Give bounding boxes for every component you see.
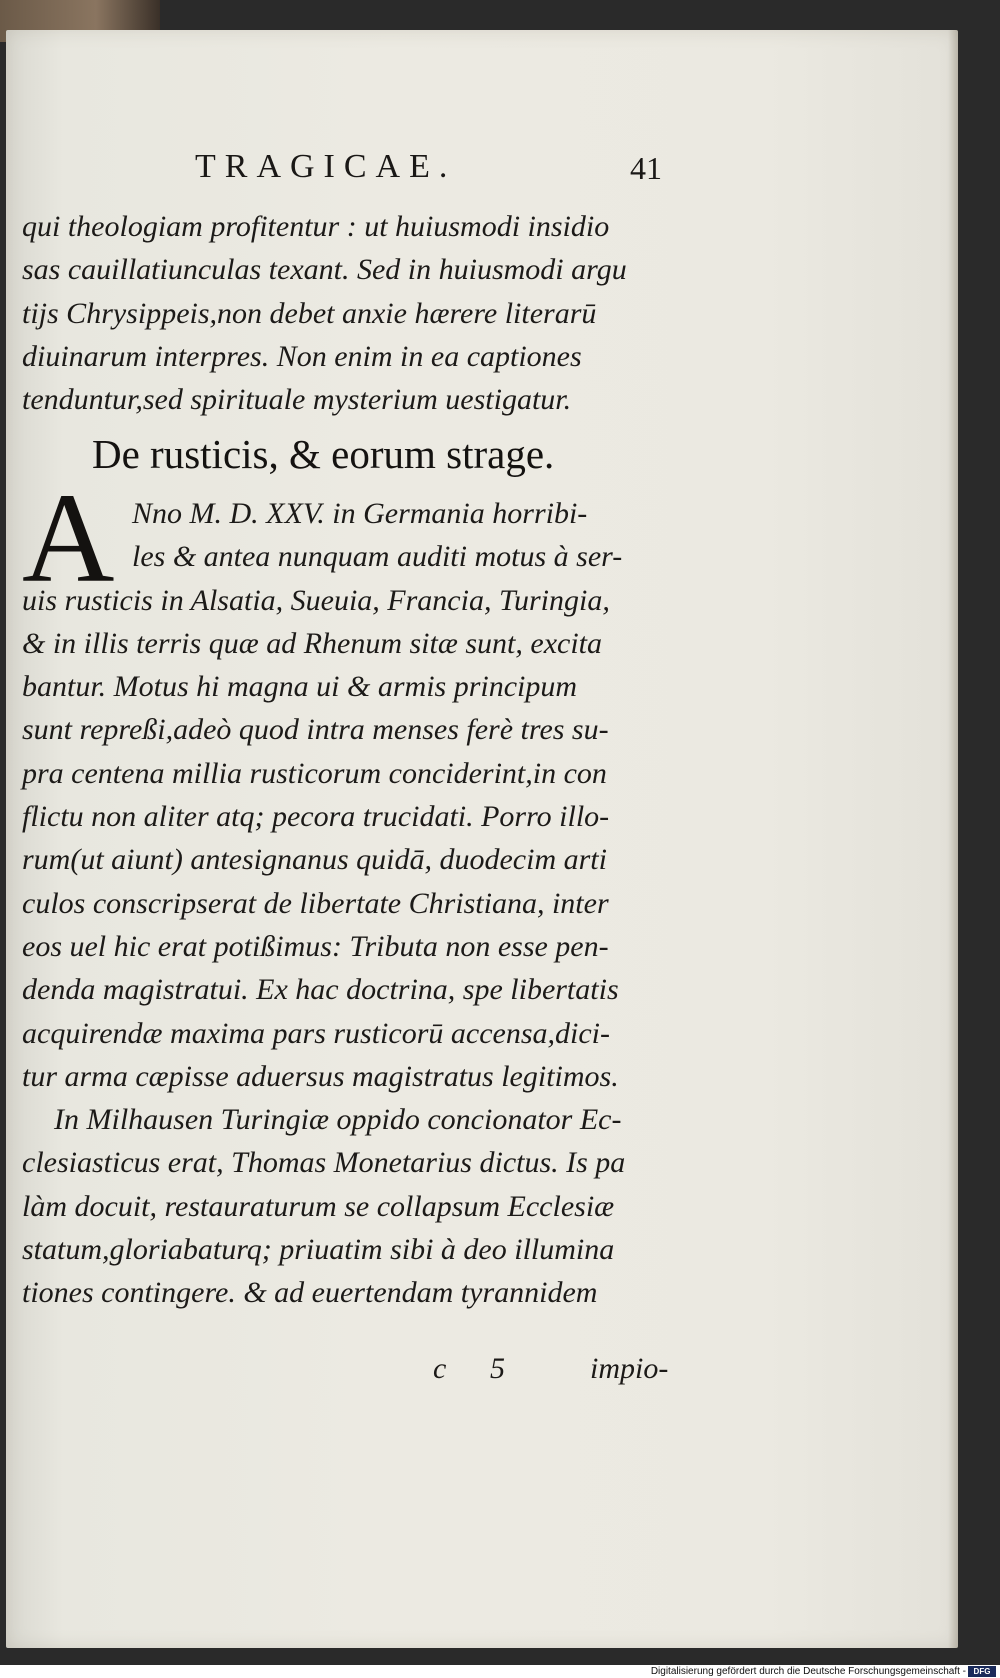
text-line: clesiasticus erat, Thomas Monetarius dictus. Is pa (22, 1146, 626, 1180)
text-line: & in illis terris quæ ad Rhenum sitæ sunt, excita (22, 626, 602, 660)
top-text-block (22, 205, 682, 421)
text-line: diuinarum interpres. Non enim in ea captiones (22, 339, 582, 373)
text-line: Nno M. D. XXV. in Germania horribi- (132, 497, 588, 530)
body-text-block (22, 492, 682, 1315)
catchword: impio- (590, 1352, 669, 1385)
text-line: pra centena millia rusticorum conciderint,in con (22, 756, 607, 790)
dfg-logo: DFG (968, 1666, 996, 1677)
page-number: 41 (630, 150, 662, 186)
section-heading: De rusticis, & eorum strage. (92, 431, 555, 477)
text-line: flictu non aliter atq; pecora trucidati. Porro illo- (22, 800, 610, 834)
catchline (0, 1352, 1000, 1392)
text-line: bantur. Motus hi magna ui & armis principum (22, 670, 578, 704)
text-line: statum,gloriabaturq; priuatim sibi à deo illumina (22, 1233, 615, 1267)
text-line: acquirendæ maxima pars rusticorū accensa,dici- (22, 1016, 610, 1050)
text-line: sas cauillatiunculas texant. Sed in huiusmodi argu (22, 253, 627, 287)
text-line: qui theologiam profitentur : ut huiusmodi insidio (22, 210, 610, 243)
text-line: sunt repreßi,adeò quod intra menses ferè tres su- (22, 713, 609, 747)
text-line: les & antea nunquam auditi motus à ser- (132, 540, 623, 574)
funding-credit: Digitalisierung gefördert durch die Deutsche Forschungsgemeinschaft - (650, 1666, 966, 1677)
text-line: rum(ut aiunt) antesignanus quidā, duodecim arti (22, 843, 607, 877)
signature-mark: c (433, 1352, 447, 1385)
text-line: denda magistratui. Ex hac doctrina, spe libertatis (22, 973, 619, 1007)
text-line: In Milhausen Turingiæ oppido concionator Ec- (54, 1103, 622, 1137)
running-head: TRAGICAE. (195, 148, 457, 185)
text-line: eos uel hic erat potißimus: Tributa non esse pen- (22, 929, 609, 963)
text-line: tiones contingere. & ad euertendam tyrannidem (22, 1276, 598, 1310)
text-line: uis rusticis in Alsatia, Sueuia, Francia, Turingia, (22, 583, 610, 617)
drop-cap: A (22, 467, 115, 609)
text-line: tur arma cæpisse aduersus magistratus legitimos. (22, 1059, 619, 1093)
page-edge-shadow (948, 30, 958, 1648)
text-line: tenduntur,sed spirituale mysterium uestigatur. (22, 383, 572, 417)
text-line: làm docuit, restauraturum se collapsum Ecclesiæ (22, 1189, 615, 1223)
signature-number: 5 (490, 1352, 505, 1385)
footer-bar (0, 1665, 1000, 1678)
text-line: culos conscripserat de libertate Christiana, inter (22, 886, 609, 920)
text-line: tijs Chrysippeis,non debet anxie hærere literarū (22, 296, 597, 330)
